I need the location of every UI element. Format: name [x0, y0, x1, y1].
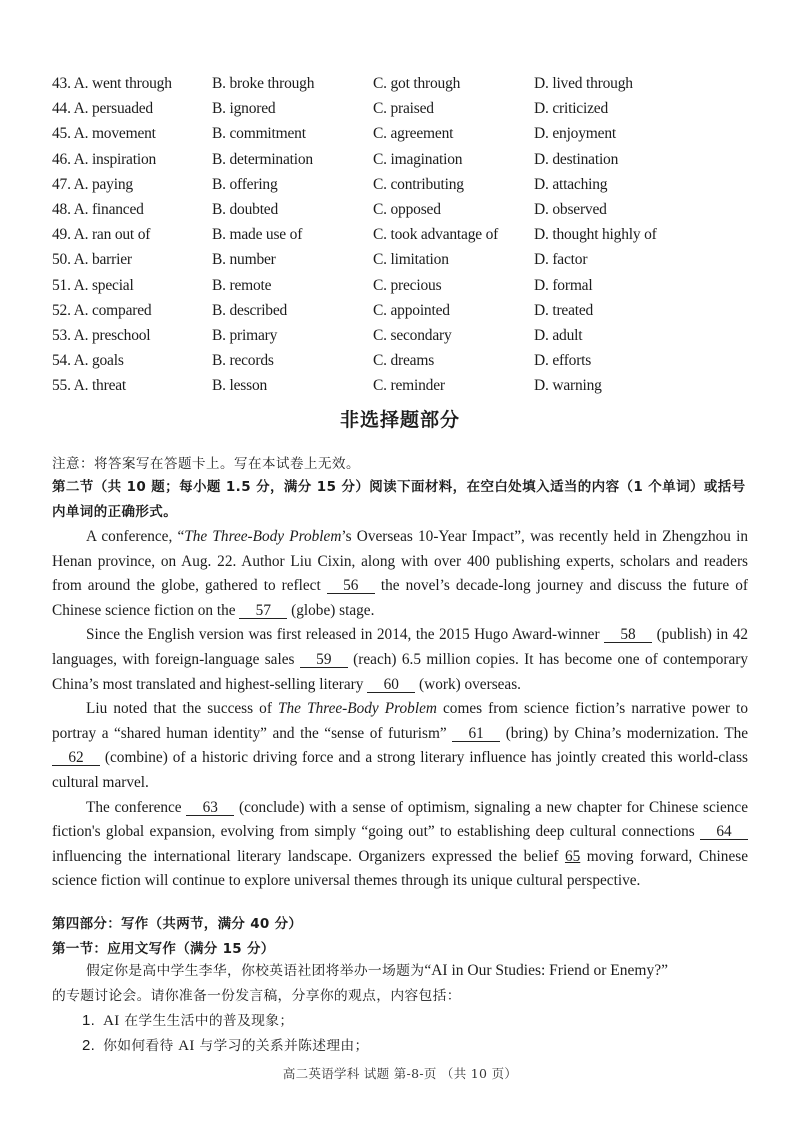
option-d: D. lived through	[534, 75, 633, 92]
blank-65: 65	[564, 847, 581, 865]
option-d: D. formal	[534, 276, 593, 294]
option-a-text: A. went through	[73, 75, 172, 92]
question-number: 45.	[52, 125, 71, 143]
cloze-passage	[52, 525, 748, 894]
text: A conference, “	[86, 528, 185, 545]
prompt-line: 的专题讨论会。请你准备一份发言稿，分享你的观点，内容包括：	[52, 987, 461, 1004]
blank-64: 64	[700, 824, 748, 840]
option-d: D. adult	[534, 326, 583, 344]
text: (combine) of a historic driving force and a strong literary influence has jointly created this world-class cultural marvel.	[52, 749, 748, 791]
question-50	[52, 247, 752, 272]
paragraph-4	[52, 796, 748, 894]
text: 假定你是高中学生李华，你校英语社团将举办一场题为	[86, 963, 425, 979]
option-a	[52, 71, 172, 96]
option-b: B. commitment	[212, 125, 306, 143]
question-46	[52, 147, 752, 172]
page-footer: 高二英语学科 试题 第-8-页 （共 10 页）	[282, 1066, 518, 1081]
option-c: C. took advantage of	[373, 226, 499, 244]
question-number: 46.	[52, 150, 71, 168]
question-number: 54.	[52, 352, 71, 370]
book-title: The Three-Body Problem	[184, 528, 342, 545]
option-a	[52, 323, 150, 348]
blank-57: 57	[239, 603, 287, 619]
text: (publish) in 42 languages, with foreign-language sales	[52, 626, 749, 668]
option-a	[52, 247, 132, 272]
option-d: D. destination	[534, 150, 619, 168]
section-instruction: 第二节（共 10 题；每小题 1.5 分，满分 15 分）阅读下面材料，在空白处填入适当的内容（1 个单词）或括号内单词的正确形式。	[52, 479, 746, 520]
option-a-text: A. inspiration	[73, 150, 157, 168]
blank-60: 60	[367, 677, 415, 693]
question-44	[52, 96, 752, 121]
text: ’s Overseas 10-Year Impact”, was recently held in Zhengzhou in Henan province, on Aug. 22. Author Liu Cixin, along with over 400 publishing experts, scholars and readers from around the globe, gathered to reflect	[52, 528, 749, 595]
part4-heading: 第四部分：写作（共两节，满分 40 分）	[52, 916, 303, 932]
question-number: 53.	[52, 326, 71, 344]
option-b: B. described	[212, 301, 288, 319]
question-54	[52, 348, 752, 373]
paragraph-1	[52, 525, 748, 623]
option-b: B. offering	[212, 175, 278, 193]
option-a-text: A. paying	[73, 175, 133, 193]
option-d: D. attaching	[534, 175, 608, 193]
paragraph-3	[52, 697, 748, 795]
option-a-text: A. goals	[73, 352, 124, 370]
blank-59: 59	[300, 652, 348, 668]
text: (globe) stage.	[287, 601, 375, 619]
question-number: 48.	[52, 200, 71, 218]
option-d: D. efforts	[534, 352, 592, 370]
option-b: B. doubted	[212, 200, 279, 218]
text: comes from science fiction’s narrative power to portray a “shared human identity” and the “sense of futurism”	[52, 700, 748, 742]
option-c: C. dreams	[373, 352, 435, 370]
section-title: 非选择题部分	[339, 409, 460, 431]
text: 在学生生活中的普及现象；	[119, 1013, 294, 1029]
option-c: C. agreement	[373, 125, 454, 143]
multiple-choice-options	[52, 71, 752, 398]
option-b: B. primary	[212, 326, 278, 344]
book-title: The Three-Body Problem	[278, 700, 437, 718]
question-number: 51.	[52, 276, 71, 294]
option-c: C. contributing	[373, 175, 464, 193]
text: Since the English version was first released in 2014, the 2015 Hugo Award-winner	[86, 626, 605, 644]
text: Liu noted that the success of	[86, 700, 279, 718]
section1-heading: 第一节：应用文写作（满分 15 分）	[52, 941, 275, 957]
text: the novel’s decade-long journey and discuss the future of Chinese science fiction on the	[52, 577, 748, 619]
option-b: B. remote	[212, 276, 272, 294]
option-a-text: A. ran out of	[73, 226, 151, 244]
option-a-text: A. movement	[73, 125, 156, 143]
option-a-text: A. financed	[73, 200, 144, 218]
option-d: D. criticized	[534, 100, 608, 118]
option-b: B. number	[212, 251, 276, 269]
option-c: C. got through	[373, 75, 461, 92]
text: 你如何看待	[103, 1037, 179, 1054]
question-53	[52, 323, 752, 348]
option-a	[52, 222, 150, 247]
option-b: B. lesson	[212, 377, 268, 395]
option-c: C. opposed	[373, 200, 441, 218]
option-a-text: A. threat	[73, 377, 127, 395]
question-number: 43.	[52, 75, 71, 92]
blank-63: 63	[186, 800, 234, 816]
text: 与学习的关系并陈述理由；	[194, 1037, 369, 1054]
option-b: B. broke through	[212, 75, 315, 92]
discussion-topic: “AI in Our Studies: Friend or Enemy?”	[424, 962, 668, 979]
text: (bring) by China’s modernization. The	[500, 724, 749, 742]
option-c: C. praised	[373, 100, 434, 118]
option-a-text: A. compared	[73, 301, 152, 319]
question-number: 55.	[52, 377, 71, 395]
option-a	[52, 197, 144, 222]
blank-61: 61	[452, 726, 500, 742]
option-a	[52, 273, 134, 298]
question-52	[52, 298, 752, 323]
item-number: 1.	[82, 1012, 96, 1029]
question-55	[52, 373, 752, 398]
item-number: 2.	[82, 1036, 96, 1054]
question-number: 44.	[52, 100, 71, 118]
option-c: C. precious	[373, 276, 442, 294]
text: The conference	[86, 798, 187, 816]
option-a-text: A. preschool	[73, 326, 151, 344]
text: (reach) 6.5 million copies. It has become one of contemporary China’s most translated and highest-selling literary	[52, 650, 748, 693]
option-c: C. secondary	[373, 326, 452, 344]
option-c: C. imagination	[373, 150, 463, 168]
blank-58: 58	[604, 627, 652, 643]
option-b: B. made use of	[212, 226, 303, 244]
option-a-text: A. special	[73, 276, 134, 294]
option-a	[52, 96, 153, 121]
paragraph-2	[52, 623, 748, 697]
option-a	[52, 373, 126, 398]
option-b: B. records	[212, 352, 274, 370]
text: (work) overseas.	[415, 675, 521, 693]
question-47	[52, 172, 752, 197]
option-c: C. limitation	[373, 251, 449, 269]
notice-text: 注意：将答案写在答题卡上。写在本试卷上无效。	[52, 456, 360, 472]
question-51	[52, 273, 752, 298]
option-d: D. factor	[534, 251, 588, 269]
text: AI	[103, 1013, 120, 1029]
option-a-text: A. persuaded	[73, 100, 153, 118]
blank-62: 62	[52, 750, 100, 766]
requirement-item	[82, 1009, 369, 1034]
prompt-line	[52, 959, 752, 984]
option-d: D. observed	[534, 200, 607, 218]
requirement-item	[82, 1034, 369, 1059]
option-d: D. warning	[534, 377, 602, 395]
blank-56: 56	[327, 578, 375, 594]
text: (conclude) with a sense of optimism, signaling a new chapter for Chinese science fiction's global expansion, evolving from simply “going out” to establishing deep cultural connections	[52, 798, 748, 841]
option-a	[52, 147, 156, 172]
question-number: 52.	[52, 301, 71, 319]
text: AI	[178, 1037, 195, 1054]
option-b: B. determination	[212, 150, 313, 168]
question-49	[52, 222, 752, 247]
content-requirements	[82, 1009, 369, 1058]
option-d: D. thought highly of	[534, 226, 657, 244]
question-45	[52, 121, 752, 146]
option-d: D. enjoyment	[534, 125, 616, 143]
question-number: 49.	[52, 226, 71, 244]
option-a	[52, 348, 124, 373]
option-c: C. appointed	[373, 301, 450, 319]
option-c: C. reminder	[373, 377, 445, 395]
question-number: 47.	[52, 175, 71, 193]
option-a	[52, 172, 133, 197]
text: moving forward, Chinese science fiction will continue to explore universal themes through its unique cultural perspective.	[52, 847, 748, 890]
option-a	[52, 121, 156, 146]
writing-prompt	[52, 959, 752, 1008]
option-d: D. treated	[534, 301, 594, 319]
text: influencing the international literary landscape. Organizers expressed the belief	[52, 847, 565, 865]
question-48	[52, 197, 752, 222]
option-a-text: A. barrier	[73, 251, 132, 269]
question-number: 50.	[52, 251, 71, 269]
question-43	[52, 71, 752, 96]
option-b: B. ignored	[212, 100, 276, 118]
option-a	[52, 298, 151, 323]
